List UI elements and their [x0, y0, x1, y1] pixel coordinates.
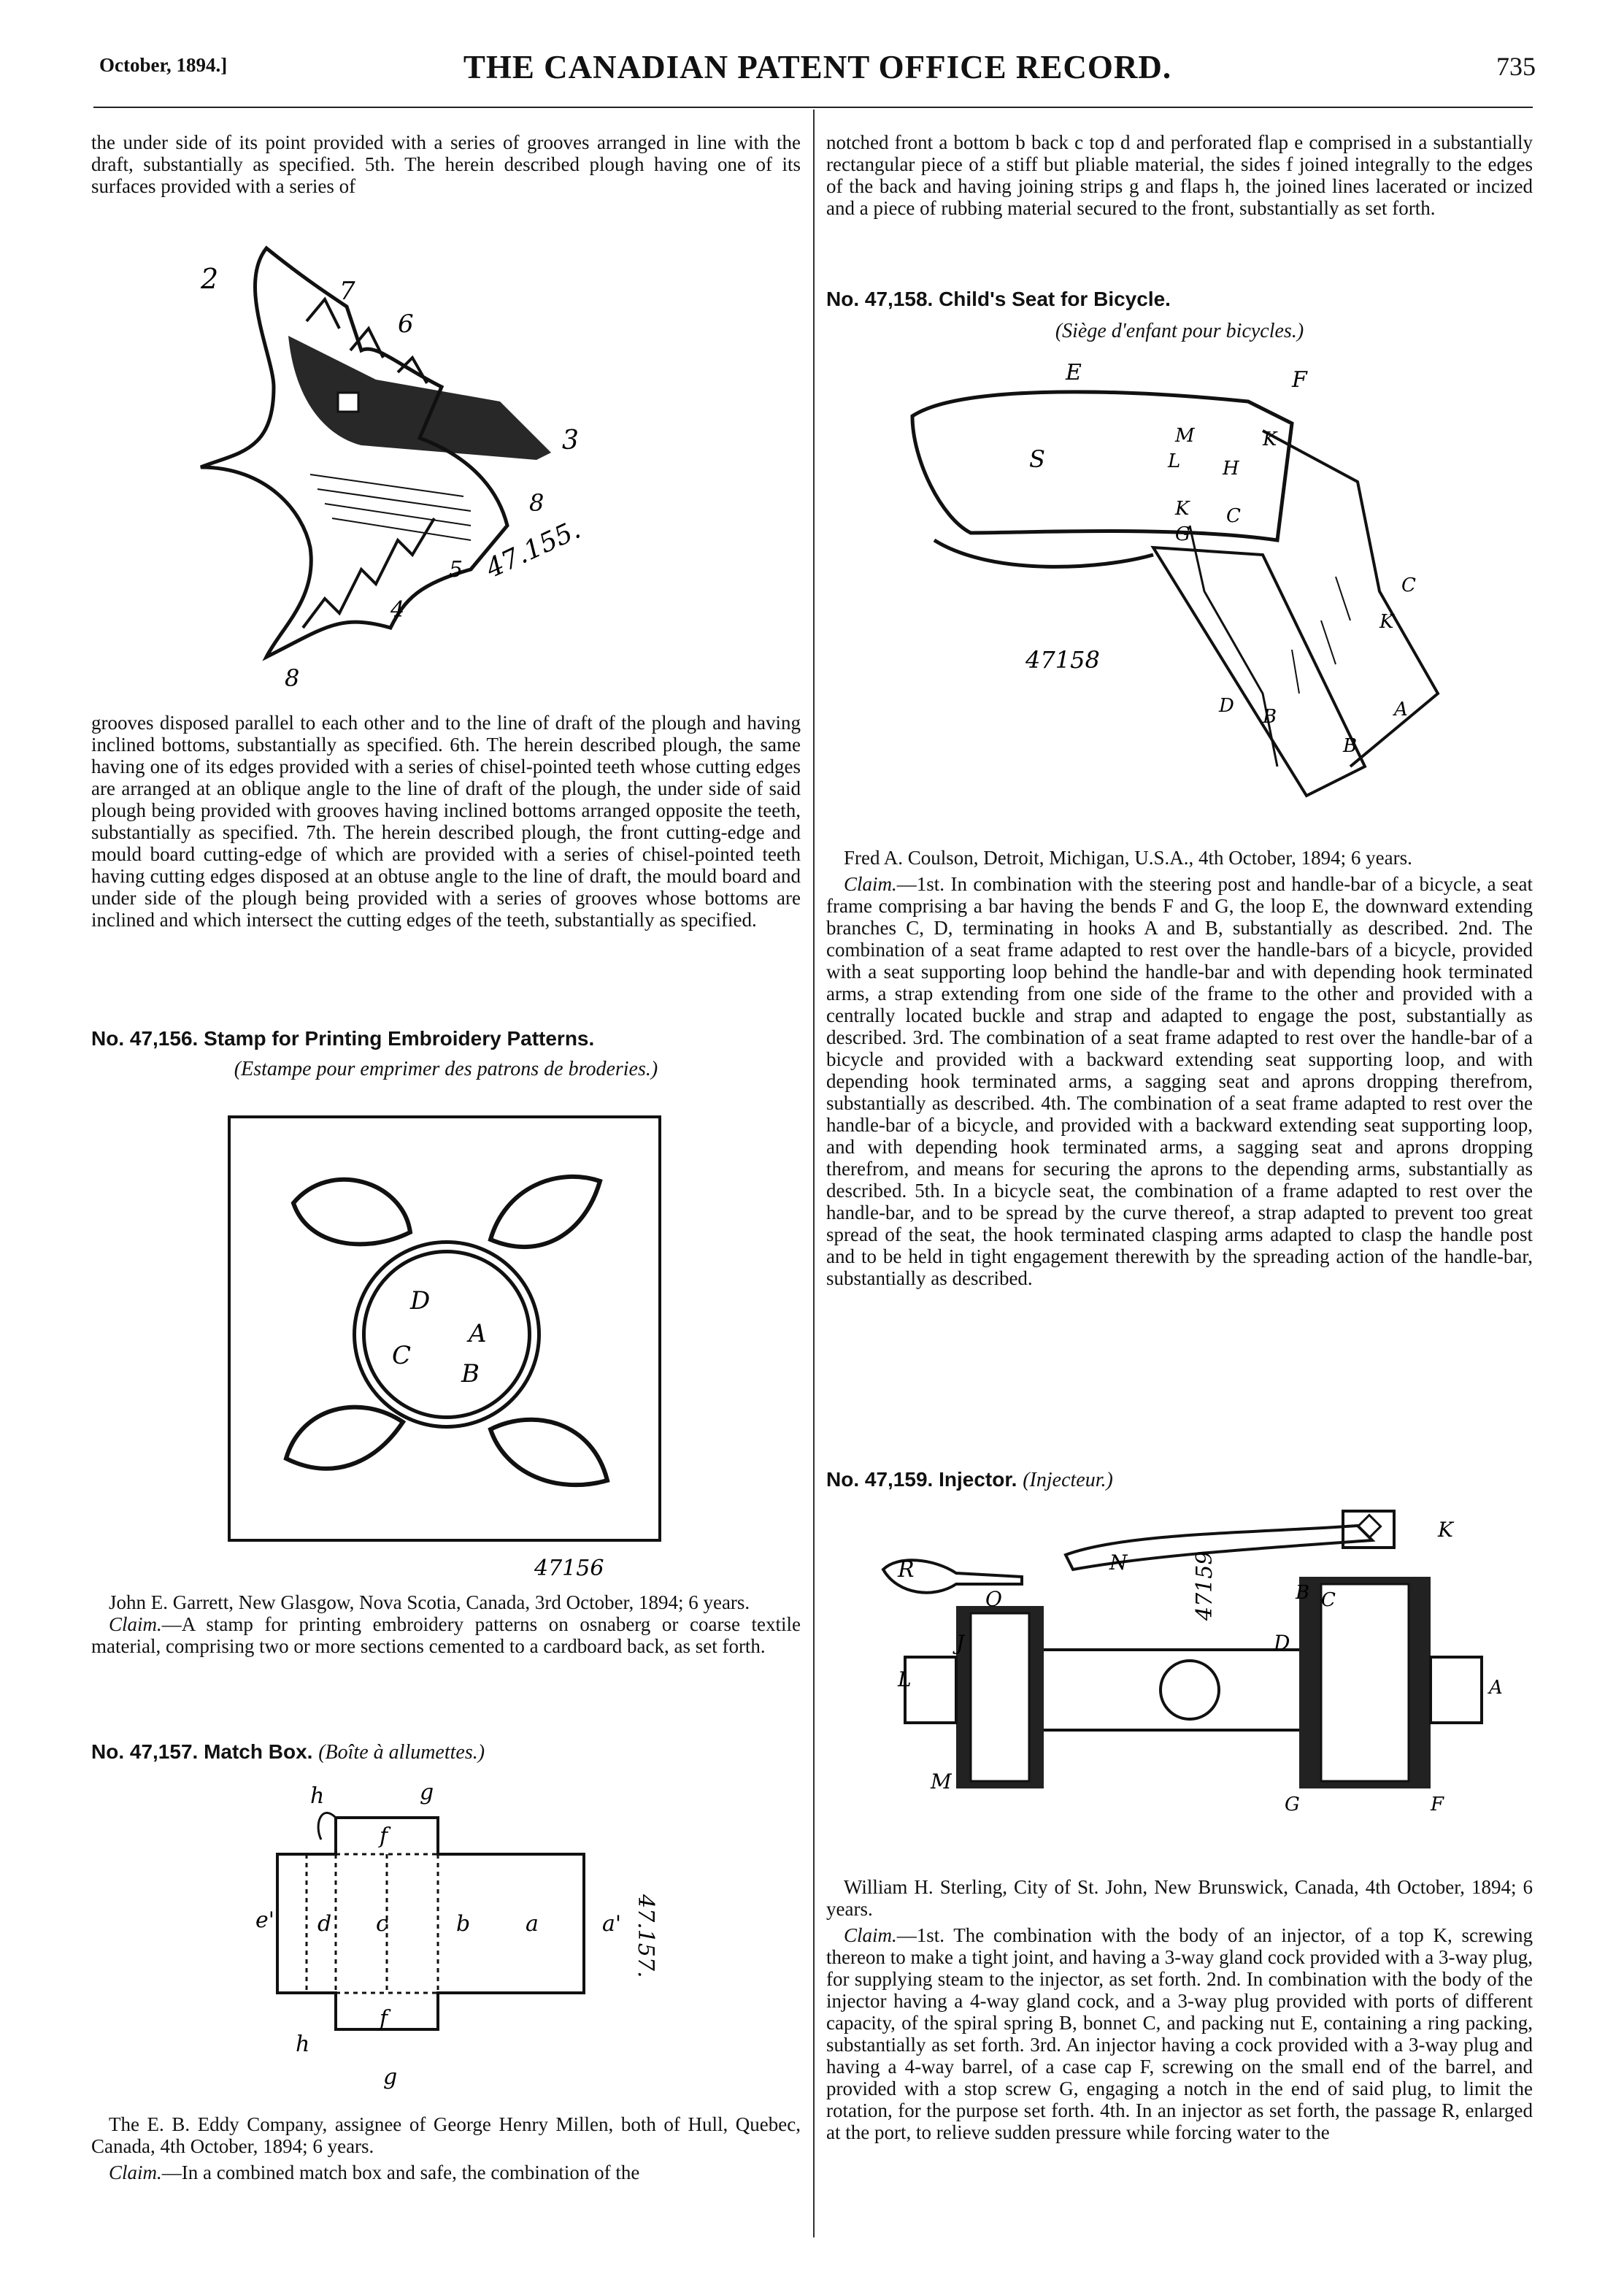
stamp-label-C: C — [392, 1341, 412, 1370]
patent-47156-body — [91, 1591, 801, 1657]
matchbox-claim-continued: notched front a bottom b back c top d and perforated flap e comprised in a substantially rectangular piece of a stiff but pliable material, the sides f joined integrally to the edges of the back and having joining strips g and flaps h, the joined lines lacerated or incized and a piece of rubbing material secured to the front, substantially as set forth. — [826, 131, 1533, 219]
matchbox-label-h-top: h — [310, 1783, 325, 1809]
patent-47157-head — [91, 1741, 801, 1764]
patent-47159-subtitle: (Injecteur.) — [1023, 1469, 1113, 1491]
plough-label-4: 4 — [390, 597, 405, 623]
seat-label-K1: K — [1263, 429, 1277, 450]
plough-claim-part1: the under side of its point provided with a series of grooves arranged in line with the draft, substantially as specified. 5th. The herein described plough having one of its surfaces provided with a series of — [91, 131, 801, 197]
injector-label-F: F — [1431, 1794, 1444, 1815]
matchbox-label-h-bottom: h — [296, 2032, 310, 2057]
seat-label-K3: K — [1379, 611, 1394, 633]
plough-label-8b: 8 — [285, 664, 300, 692]
patent-47157-claim: —In a combined match box and safe, the combination of the — [161, 2162, 640, 2183]
right-top-text — [826, 131, 1533, 219]
plough-label-3: 3 — [562, 426, 579, 456]
stamp-label-A: A — [469, 1319, 487, 1348]
seat-label-B1: B — [1263, 706, 1277, 728]
patent-47156-heading: No. 47,156. Stamp for Printing Embroidery Patterns. — [91, 1027, 595, 1050]
patent-47158-heading: No. 47,158. Child's Seat for Bicycle. — [826, 288, 1171, 310]
matchbox-figure — [241, 1774, 693, 2095]
stamp-label-B: B — [461, 1359, 480, 1388]
seat-label-A: A — [1394, 699, 1408, 721]
matchbox-label-e: e' — [255, 1907, 275, 1933]
injector-label-L: L — [898, 1667, 912, 1691]
patent-47157-subtitle: (Boîte à allumettes.) — [318, 1741, 485, 1764]
matchbox-label-a: a — [526, 1911, 539, 1937]
plough-figure — [157, 219, 682, 701]
plough-claim-part2: grooves disposed parallel to each other and to the line of draft of the plough and having inclined bottoms, substantially as specified. 6th. The herein described plough, the same having one of its edges provided with a series of chisel-pointed teeth whose cutting edges are arranged at an oblique angle to the line of draft of the plough, the under side of said plough being provided with grooves having inclined bottoms arranged opposite the teeth, substantially as specified. 7th. The herein described plough, the front cutting-edge and mould board cutting-edge of which are provided with a series of chisel-pointed teeth having cutting edges disposed at an obtuse angle to the line of draft, the mould board and under side of the plough being provided with a series of grooves whose bottoms are inclined and which intersect the cutting edges of the teeth, substantially as specified. — [91, 712, 801, 931]
patent-47158-head — [826, 288, 1533, 342]
injector-fig-number: 47159 — [1192, 1550, 1217, 1621]
patent-47158-claim: —1st. In combination with the steering post and handle-bar of a bicycle, a seat frame comprising a bar having the bends F and G, the loop E, the downward extending branches C, D, terminating in hooks A and B, substantially as described. 2nd. The combination of a seat frame adapted to rest over the handle-bars of a bicycle, provided with a seat supporting loop behind the handle-bar and with depending hook terminated arms, a strap extending from one side of the frame to the other and provided with a centrally located buckle and strap and adapted to engage the post, substantially as described. 3rd. The combination of a seat frame adapted to rest over the handle-bar of a bicycle and provided with a backward extending seat supporting loop, and with depending hook terminated arms, a sagging seat and aprons dropping therefrom, substantially as described. 4th. The combination of a seat frame adapted to rest over the handle-bar of a bicycle, and provided with a backward extending seat supporting loop, and with depending hook terminated arms, a sagging seat and aprons dropping therefrom, and means for securing the aprons to the depending arms, substantially as described. 5th. In a bicycle seat, the combination of a frame adapted to rest over the handle-bar, and to be spread by the curve thereof, a strap adapted to prevent too great spread of the seat, the hook terminated clasping arms adapted to clasp the handle post and to be held in tight engagement therewith by the spreading action of the handle-bar, substantially as described. — [826, 873, 1533, 1289]
matchbox-label-a-prime: a' — [602, 1911, 622, 1937]
plough-label-5: 5 — [449, 557, 463, 583]
matchbox-fig-number: 47.157. — [633, 1894, 658, 1978]
stamp-fig-number: 47156 — [534, 1556, 604, 1581]
patent-47157-heading: No. 47,157. Match Box. — [91, 1740, 313, 1763]
seat-label-H: H — [1223, 458, 1239, 480]
patent-47159-head — [826, 1469, 1533, 1491]
patent-47159-claim-label: Claim. — [844, 1924, 897, 1946]
patent-47159-body — [826, 1876, 1533, 2143]
seat-label-S: S — [1029, 445, 1045, 473]
patent-47158-inventor: Fred A. Coulson, Detroit, Michigan, U.S.A., 4th October, 1894; 6 years. — [844, 847, 1412, 869]
matchbox-label-f-top: f — [380, 1824, 388, 1849]
matchbox-label-c: c — [376, 1911, 388, 1937]
injector-figure — [876, 1504, 1518, 1847]
patent-47159-heading: No. 47,159. Injector. — [826, 1468, 1017, 1491]
seat-label-L: L — [1168, 450, 1181, 472]
patent-47158-subtitle: (Siège d'enfant pour bicycles.) — [1055, 320, 1304, 342]
plough-label-2: 2 — [201, 263, 219, 295]
patent-47156-head — [91, 1028, 801, 1080]
header-date: October, 1894.] — [99, 54, 228, 76]
matchbox-label-b: b — [456, 1911, 471, 1937]
page-number: 735 — [1496, 52, 1536, 81]
injector-label-M: M — [931, 1769, 952, 1794]
injector-label-D: D — [1274, 1631, 1290, 1655]
plough-label-7: 7 — [339, 277, 355, 306]
patent-47156-claim-label: Claim. — [109, 1613, 162, 1635]
patent-47156-subtitle: (Estampe pour emprimer des patrons de broderies.) — [234, 1058, 658, 1080]
injector-label-N: N — [1109, 1550, 1128, 1575]
page-header — [99, 48, 1536, 85]
stamp-figure — [228, 1115, 666, 1583]
patent-47156-inventor: John E. Garrett, New Glasgow, Nova Scotia, Canada, 3rd October, 1894; 6 years. — [109, 1591, 750, 1613]
patent-47157-inventor: The E. B. Eddy Company, assignee of George Henry Millen, both of Hull, Quebec, Canada, 4th October, 1894; 6 years. — [91, 2113, 801, 2157]
injector-label-A: A — [1489, 1677, 1503, 1699]
matchbox-label-g-bottom: g — [383, 2064, 398, 2090]
header-title: THE CANADIAN PATENT OFFICE RECORD. — [463, 49, 1172, 85]
seat-label-C1: C — [1226, 505, 1241, 527]
seat-label-E: E — [1066, 360, 1082, 385]
seat-label-C2: C — [1401, 575, 1416, 596]
seat-label-G: G — [1175, 523, 1190, 545]
matchbox-label-g-top: g — [420, 1780, 434, 1805]
seat-label-D: D — [1219, 695, 1234, 717]
injector-label-B: B — [1296, 1582, 1310, 1604]
plough-label-6: 6 — [398, 310, 414, 339]
patent-47156-claim: —A stamp for printing embroidery patterns on osnaberg or coarse textile material, comprising two or more sections cemented to a cardboard back, as set forth. — [91, 1613, 801, 1657]
injector-label-C: C — [1321, 1589, 1336, 1611]
stamp-label-D: D — [410, 1286, 431, 1315]
matchbox-label-d: d — [318, 1911, 332, 1937]
injector-label-O: O — [985, 1587, 1002, 1611]
patent-47157-body — [91, 2113, 801, 2183]
header-rule — [93, 107, 1533, 108]
seat-label-F: F — [1292, 367, 1307, 393]
injector-label-J: J — [956, 1631, 965, 1655]
injector-label-R: R — [898, 1557, 915, 1583]
left-top-text — [91, 131, 801, 197]
injector-label-K: K — [1438, 1518, 1453, 1542]
bicycle-seat-figure — [883, 358, 1496, 839]
seat-fig-number: 47158 — [1025, 646, 1100, 674]
left-continued-text — [91, 712, 801, 931]
patent-47158-claim-label: Claim. — [844, 873, 897, 895]
plough-label-8a: 8 — [529, 489, 544, 517]
patent-47159-claim: —1st. The combination with the body of an injector, of a top K, screwing thereon to make a tight joint, and having a 3-way gland cock provided with a 3-way plug, for supplying steam to the injector, as set forth. 2nd. In combination with the body of the injector having a 4-way gland cock, and a 3-way plug provided with ports of different capacity, of the spiral spring B, bonnet C, and packing nut E, containing a ring packing, substantially as set forth. 3rd. An injector having a cock provided with a 3-way plug and having a 4-way barrel, of a case cap F, screwing on the small end of the barrel, and provided with a stop screw G, engaging a notch in the end of said plug, to limit the rotation, for the purpose set forth. 4th. In an injector as set forth, the passage R, enlarged at the port, to relieve sudden pressure while forcing water to the — [826, 1924, 1533, 2143]
patent-47158-body — [826, 847, 1533, 1289]
patent-47159-inventor: William H. Sterling, City of St. John, New Brunswick, Canada, 4th October, 1894; 6 years. — [826, 1876, 1533, 1920]
plough-fig-number: 47.155. — [481, 514, 585, 585]
injector-label-G: G — [1285, 1794, 1300, 1815]
seat-label-B2: B — [1343, 735, 1358, 757]
seat-label-K2: K — [1175, 498, 1190, 520]
patent-47157-claim-label: Claim. — [109, 2162, 162, 2183]
column-divider — [813, 109, 815, 2237]
seat-label-M: M — [1175, 425, 1195, 447]
matchbox-label-f-bottom: f — [380, 2006, 388, 2032]
